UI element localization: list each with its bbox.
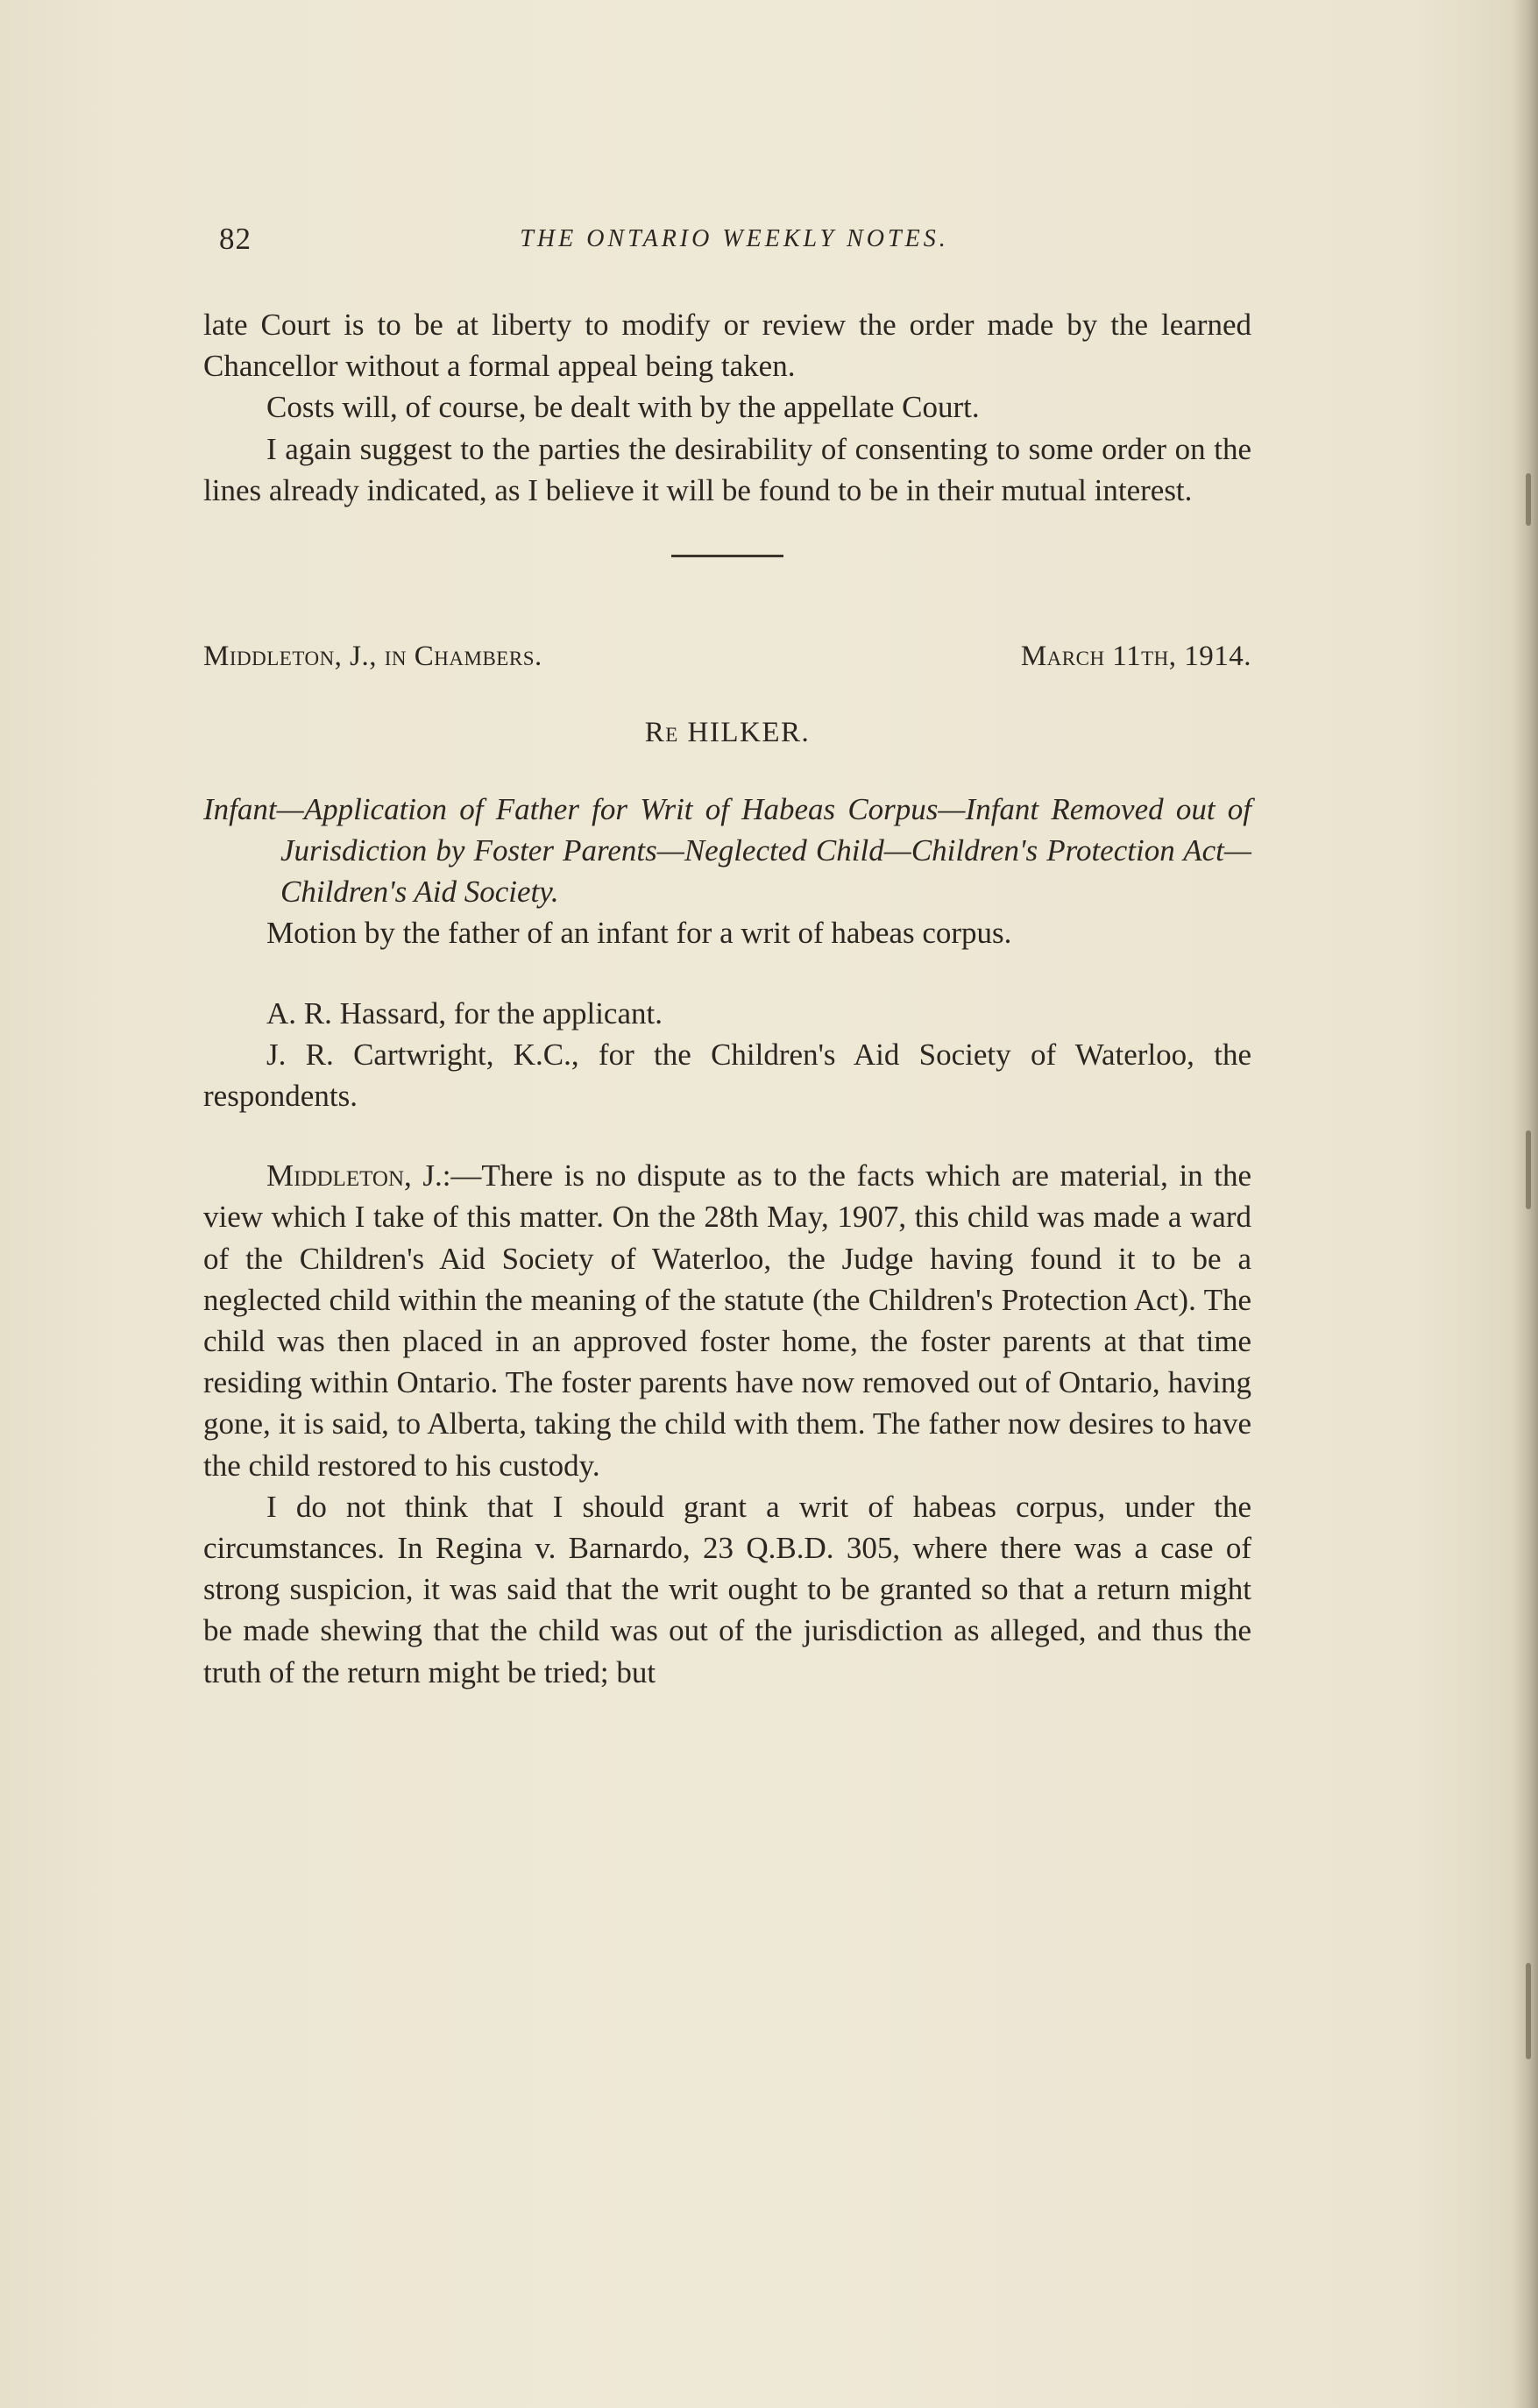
spacer <box>203 954 1251 993</box>
court-judge: Middleton, J., in Chambers. <box>203 641 542 673</box>
court-line <box>203 636 1251 677</box>
section-divider <box>671 555 783 557</box>
edge-mark <box>1526 1963 1531 2059</box>
page-edge-shadow <box>1512 0 1538 2408</box>
edge-mark <box>1526 473 1531 526</box>
paragraph-continued: late Court is to be at liberty to modify or review the order made by the learned Chancellor without a formal appeal being taken. <box>203 308 1251 384</box>
spacer <box>203 1116 1251 1155</box>
page-header <box>217 222 1251 266</box>
court-date: March 11th, 1914. <box>1020 641 1251 673</box>
counsel-applicant: A. R. Hassard, for the applicant. <box>266 995 663 1030</box>
edge-mark <box>1526 1130 1531 1209</box>
paragraph-costs: Costs will, of course, be dealt with by the appellate Court. <box>266 390 980 425</box>
judgment-paragraph-1 <box>203 1155 1251 1486</box>
judgment-paragraph-2: I do not think that I should grant a writ of habeas corpus, under the circumstances. In Regina v. Barnardo, 23 Q.B.D. 305, where there was a case of strong suspicion, it was said that the writ ought to be granted so that a return might be made shewing that the child was out of the jurisdiction as alleged, and thus the truth of the return might be tried; but <box>203 1489 1251 1689</box>
running-title: THE ONTARIO WEEKLY NOTES. <box>520 225 949 252</box>
judgment-judge: Middleton, J. <box>266 1158 443 1193</box>
page-number: 82 <box>219 222 252 256</box>
judgment-text-1: :—There is no dispute as to the facts which are material, in the view which I take of this matter. On the 28th May, 1907, this child was made a ward of the Children's Aid Society of Waterloo, the Judge having found it to be a neglected child within the meaning of the statute (the Children's Protection Act). The child was then placed in an approved foster home, the foster parents at that time residing within Ontario. The foster parents have now removed out of Ontario, having gone, it is said, to Alberta, taking the child with them. The father now desires to have the child restored to his custody. <box>203 1158 1251 1483</box>
motion-statement: Motion by the father of an infant for a writ of habeas corpus. <box>266 916 1012 951</box>
case-title: Re HILKER. <box>644 717 811 749</box>
headnote: Infant—Application of Father for Writ of Habeas Corpus—Infant Removed out of Jurisdiction by Foster Parents—Neglected Child—Children's Protection Act—Children's Aid Society. <box>203 792 1251 910</box>
page-body <box>203 304 1251 1693</box>
counsel-respondent: J. R. Cartwright, K.C., for the Children's Aid Society of Waterloo, the respondents. <box>203 1037 1251 1114</box>
paragraph-suggestion: I again suggest to the parties the desirability of consenting to some order on the lines already indicated, as I believe it will be found to be in their mutual interest. <box>203 431 1251 507</box>
